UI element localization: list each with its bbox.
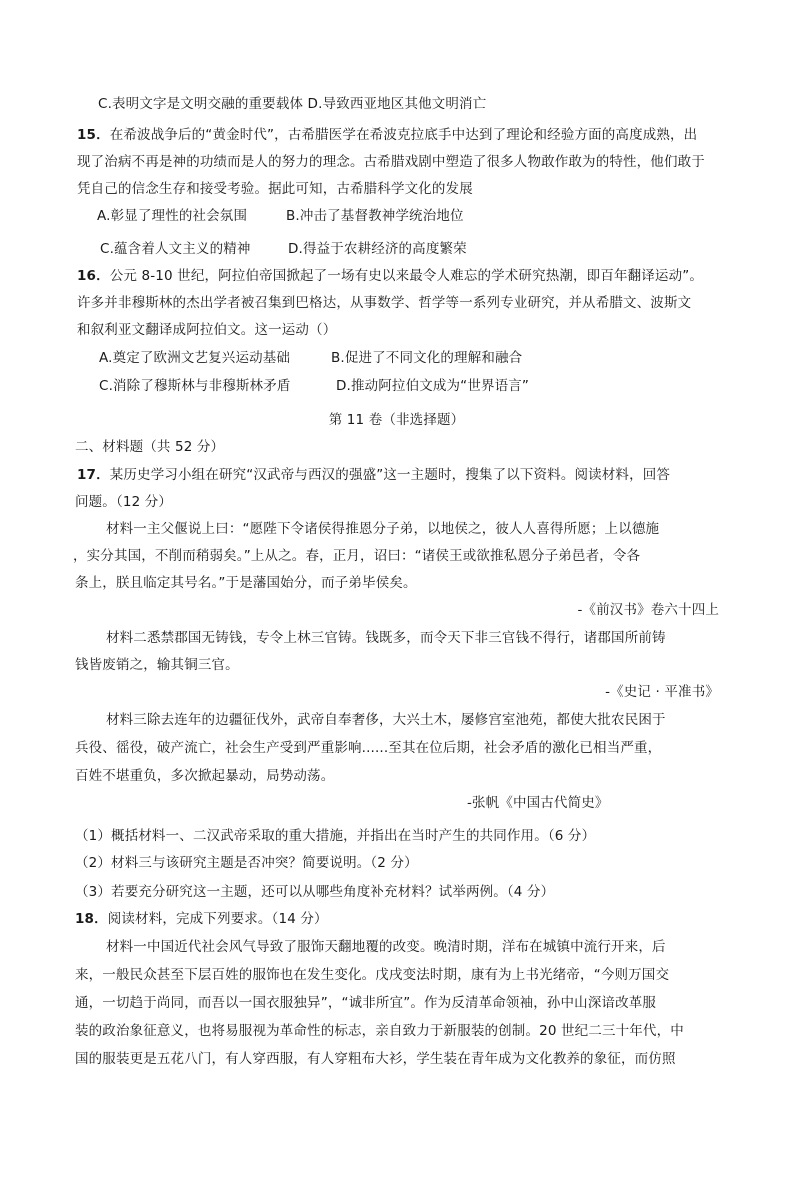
q18-number: 18． [75,911,108,927]
q17-material1-line-3: 条上，朕且临定其号名。”于是藩国始分，而子弟毕侯矣。 [75,575,417,591]
q15-option-c: C.蕴含着人文主义的精神 [100,241,251,257]
q17-stem-line-1: 17．某历史学习小组在研究“汉武帝与西汉的强盛”这一主题时，搜集了以下资料。阅读材料，回答 [77,467,671,483]
q17-source3: -张帆《中国古代简史》 [467,795,609,811]
q18-material1-line-4: 装的政治象征意义，也将易服视为革命性的标志，亲自致力于新服装的创制。20 世纪二三十年代，中 [75,1023,684,1039]
q15-stem-line-1: 15．在希波战争后的“黄金时代”，古希腊医学在希波克拉底手中达到了理论和经验方面的高度成熟，出 [77,127,698,143]
q17-source1: -《前汉书》卷六十四上 [577,602,719,618]
q18-material1-line-2: 来，一般民众甚至下层百姓的服饰也在发生变化。戊戌变法时期，康有为上书光绪帝，“今则万国交 [75,967,670,983]
q17-number: 17． [77,467,110,483]
q17-material3-line-3: 百姓不堪重负，多次掀起暴动，局势动荡。 [75,768,335,784]
volume-title: 第 11 卷（非选择题） [328,412,465,428]
q17-sub-question-1: （1）概括材料一、二汉武帝采取的重大措施，并指出在当时产生的共同作用。（6 分） [75,828,596,844]
q17-material1-line-1: 材料一主父偃说上曰：“愿陛下令诸侯得推恩分子弟，以地侯之，彼人人喜得所愿；上以德施 [106,521,660,537]
q16-stem-line-1: 16．公元 8-10 世纪，阿拉伯帝国掀起了一场有史以来最令人难忘的学术研究热潮，即百年翻译运动”。 [77,268,704,284]
q17-material3-line-2: 兵役、徭役，破产流亡，社会生产受到严重影响......至其在位后期，社会矛盾的激化已相当严重， [75,740,662,756]
q18-stem: 18．阅读材料，完成下列要求。（14 分） [75,911,328,927]
q18-material1-line-1: 材料一中国近代社会风气导致了服饰天翻地覆的改变。晚清时期，洋布在城镇中流行开来，后 [106,939,666,955]
q15-option-a: A.彰显了理性的社会氛围 [97,208,248,224]
q16-number: 16． [77,268,110,284]
q15-number: 15． [77,127,110,143]
q17-sub-question-2: （2）材料三与该研究主题是否冲突？简要说明。（2 分） [75,855,418,871]
q16-option-a: A.奠定了欧洲文艺复兴运动基础 [99,350,291,366]
q17-source2: -《史记 · 平准书》 [605,684,719,700]
q14-options-cd: C.表明文字是文明交融的重要载体 D.导致西亚地区其他文明消亡 [98,96,487,112]
q18-material1-line-3: 通，一切趋于尚同，而吾以一国衣服独异”，“诚非所宜”。作为反清革命领袖，孙中山深谙改革服 [75,995,657,1011]
q17-material1-line-2: ，实分其国，不削而稍弱矣。”上从之。春，正月，诏曰：“诸侯王或欲推私恩分子弟邑者，令各 [73,548,641,564]
q16-option-d: D.推动阿拉伯文成为“世界语言” [336,378,530,394]
q16-option-b: B.促进了不同文化的理解和融合 [331,350,523,366]
q15-stem-line-3: 凭自己的信念生存和接受考验。据此可知，古希腊科学文化的发展 [77,181,473,197]
q18-material1-line-5: 国的服装更是五花八门，有人穿西服，有人穿粗布大衫，学生装在青年成为文化教养的象征，而仿照 [75,1051,676,1067]
section-title: 二、材料题（共 52 分） [75,439,225,455]
q15-stem-line-2: 现了治病不再是神的功绩而是人的努力的理念。古希腊戏剧中塑造了很多人物敢作敢为的特性，他们敢于 [77,154,705,170]
q17-material2-line-1: 材料二悉禁郡国无铸钱，专令上林三官铸。钱既多，而令天下非三官钱不得行，诸郡国所前铸 [106,630,666,646]
q16-stem-line-3: 和叙利亚文翻译成阿拉伯文。这一运动（） [77,322,337,338]
q17-material2-line-2: 钱皆废销之，输其铜三官。 [75,657,239,673]
q16-stem-line-2: 许多并非穆斯林的杰出学者被召集到巴格达，从事数学、哲学等一系列专业研究，并从希腊文、波斯文 [77,295,692,311]
q15-option-b: B.冲击了基督教神学统治地位 [286,208,464,224]
q17-stem-line-2: 问题。（12 分） [75,494,173,510]
q17-material3-line-1: 材料三除去连年的边疆征伐外，武帝自奉奢侈，大兴土木，屡修宫室池苑，都使大批农民困于 [106,712,666,728]
q17-sub-question-3: （3）若要充分研究这一主题，还可以从哪些角度补充材料？试举两例。（4 分） [75,884,555,900]
q15-option-d: D.得益于农耕经济的高度繁荣 [288,241,467,257]
q16-option-c: C.消除了穆斯林与非穆斯林矛盾 [99,378,291,394]
